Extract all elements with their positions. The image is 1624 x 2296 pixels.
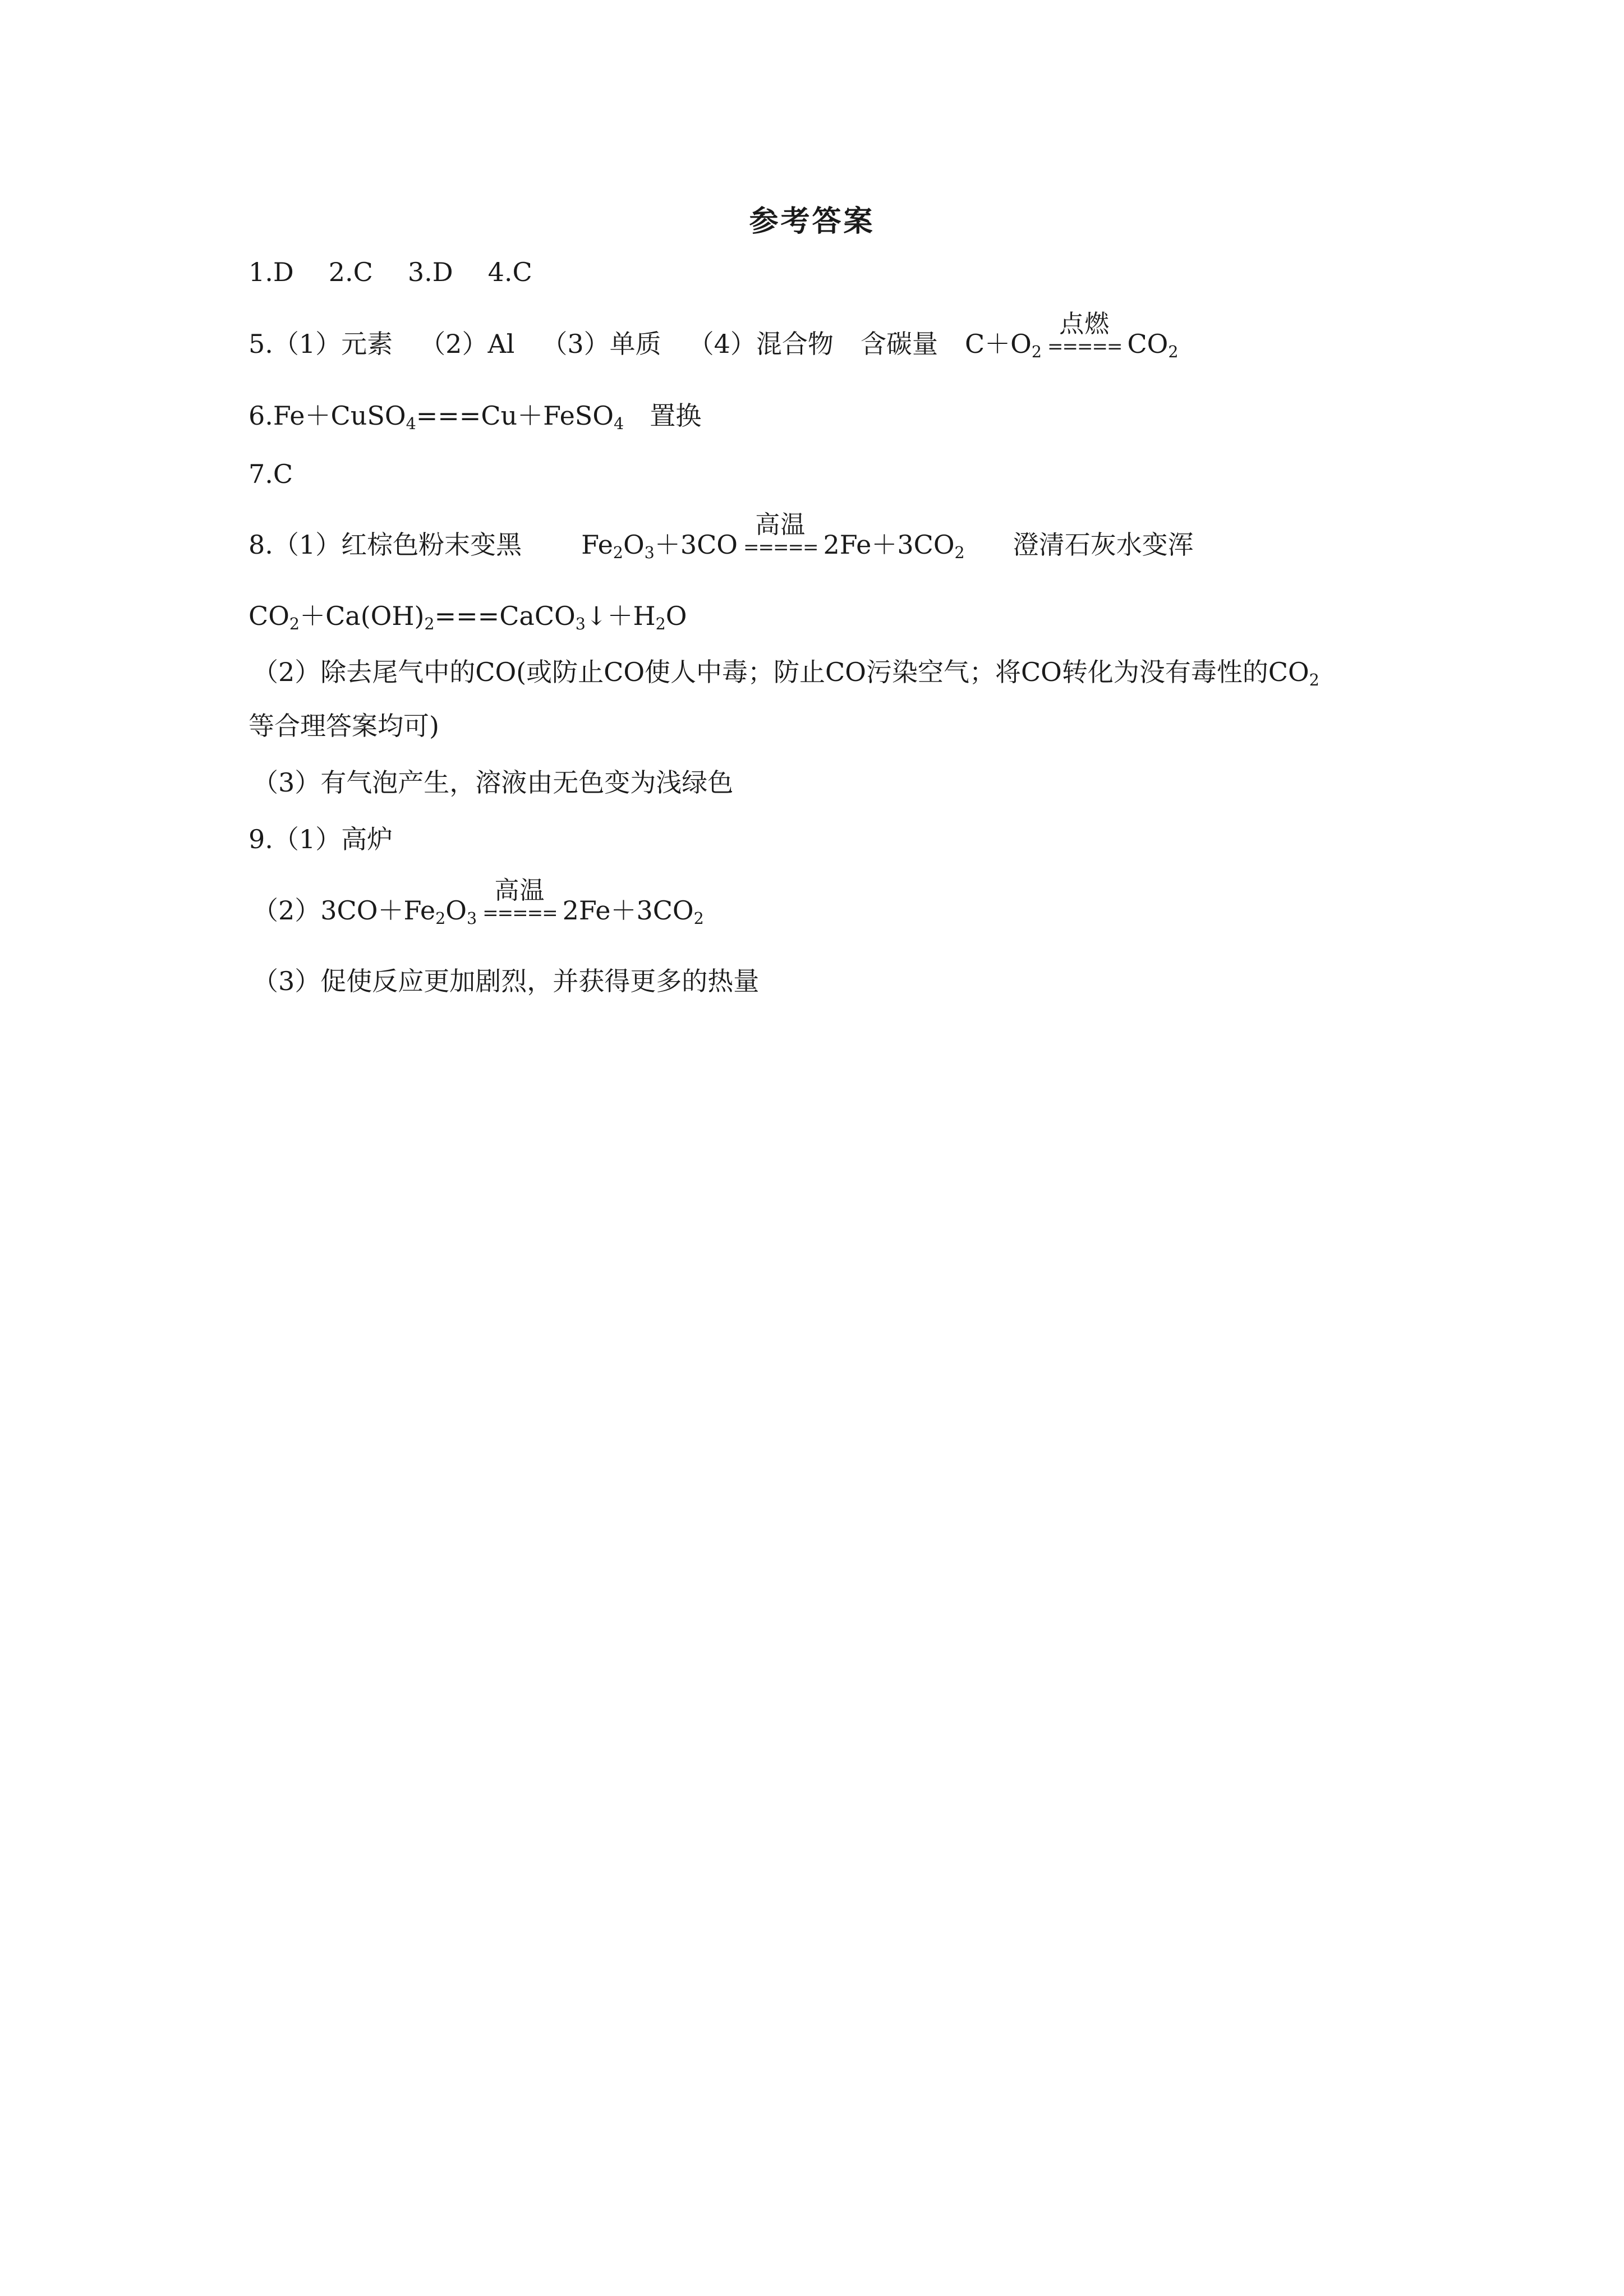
answer-2: 2.C xyxy=(328,257,373,287)
condition-label: 点燃 xyxy=(1059,309,1110,338)
condition-label: 高温 xyxy=(755,510,806,539)
question-number: 8. xyxy=(249,530,273,560)
equation-part: Fe xyxy=(581,530,613,560)
equation-products: 2Fe＋3CO xyxy=(823,530,955,560)
reaction-type: 置换 xyxy=(650,401,702,431)
equation-reactants: C＋O xyxy=(964,329,1032,359)
subscript: 2 xyxy=(289,614,300,633)
reaction-condition xyxy=(743,510,818,559)
equation-part: ===Cu＋FeSO xyxy=(416,401,614,431)
answer-8-part-3: （3）有气泡产生，溶液由无色变为浅绿色 xyxy=(252,767,734,798)
question-number: 5. xyxy=(249,329,273,359)
answer-5 xyxy=(249,309,1179,361)
equals-sign: ===== xyxy=(1047,335,1122,358)
condition-label: 高温 xyxy=(494,876,545,905)
answer-8-part-2-continued: 等合理答案均可) xyxy=(249,711,439,741)
equation-part: ＋3CO xyxy=(654,530,738,560)
answer-1: 1.D xyxy=(249,257,294,287)
equation-part: ===CaCO xyxy=(434,601,576,631)
answer-8-equation-2 xyxy=(249,601,687,633)
answer-8 xyxy=(249,510,1194,562)
answer-8-part-1: （1）红棕色粉末变黑 xyxy=(273,530,522,560)
subscript: 3 xyxy=(575,614,586,633)
answer-6 xyxy=(249,401,702,433)
equation-part: ＋Ca(OH) xyxy=(300,601,425,631)
equation-products: 2Fe＋3CO xyxy=(562,895,694,926)
page-title: 参考答案 xyxy=(749,205,875,238)
subscript: 2 xyxy=(693,909,704,928)
answer-5-part-3: （3）单质 xyxy=(541,329,661,359)
answer-9-part-1: 9.（1）高炉 xyxy=(249,824,393,854)
subscript: 3 xyxy=(466,909,477,928)
reaction-condition xyxy=(1047,309,1122,358)
answer-5-part-4: （4）混合物 xyxy=(688,329,834,359)
answer-8-phenomenon: 澄清石灰水变浑 xyxy=(1013,530,1194,560)
answer-3: 3.D xyxy=(407,257,453,287)
equation-part: O xyxy=(623,530,645,560)
answer-8-part-2 xyxy=(252,657,1319,689)
answer-4: 4.C xyxy=(487,257,532,287)
subscript: 2 xyxy=(954,543,965,562)
equation-products: CO xyxy=(1127,329,1168,359)
subscript: 4 xyxy=(614,414,624,433)
question-number: 6. xyxy=(249,401,273,431)
subscript: 2 xyxy=(1168,342,1179,361)
subscript: 2 xyxy=(1031,342,1042,361)
subscript: 2 xyxy=(1309,670,1319,689)
equals-sign: ===== xyxy=(743,536,818,559)
equation-part: O xyxy=(665,601,687,631)
answer-5-carbon-content: 含碳量 xyxy=(860,329,938,359)
subscript: 2 xyxy=(424,614,435,633)
equation-part: CO xyxy=(249,601,289,631)
answer-7: 7.C xyxy=(249,459,293,489)
subscript: 4 xyxy=(406,414,416,433)
answer-8-part-2-text: （2）除去尾气中的CO(或防止CO使人中毒；防止CO污染空气；将CO转化为没有毒性的CO xyxy=(252,657,1309,687)
equation-5 xyxy=(964,309,1179,361)
answers-1-4 xyxy=(249,259,532,285)
subscript: 2 xyxy=(655,614,666,633)
answer-5-part-2: （2）Al xyxy=(420,329,515,359)
equation-part: O xyxy=(445,895,467,926)
equation-8 xyxy=(581,510,965,562)
answer-5-part-1: （1）元素 xyxy=(273,329,393,359)
answer-9-part-3: （3）促使反应更加剧烈，并获得更多的热量 xyxy=(252,966,760,996)
subscript: 2 xyxy=(613,543,623,562)
subscript: 3 xyxy=(644,543,655,562)
equation-part: （2）3CO＋Fe xyxy=(252,895,436,926)
equation-part: ↓＋H xyxy=(585,601,656,631)
equation-part: Fe＋CuSO xyxy=(273,401,406,431)
reaction-condition xyxy=(482,876,557,924)
answer-9-part-2 xyxy=(252,876,704,928)
equals-sign: ===== xyxy=(482,902,557,924)
subscript: 2 xyxy=(435,909,446,928)
